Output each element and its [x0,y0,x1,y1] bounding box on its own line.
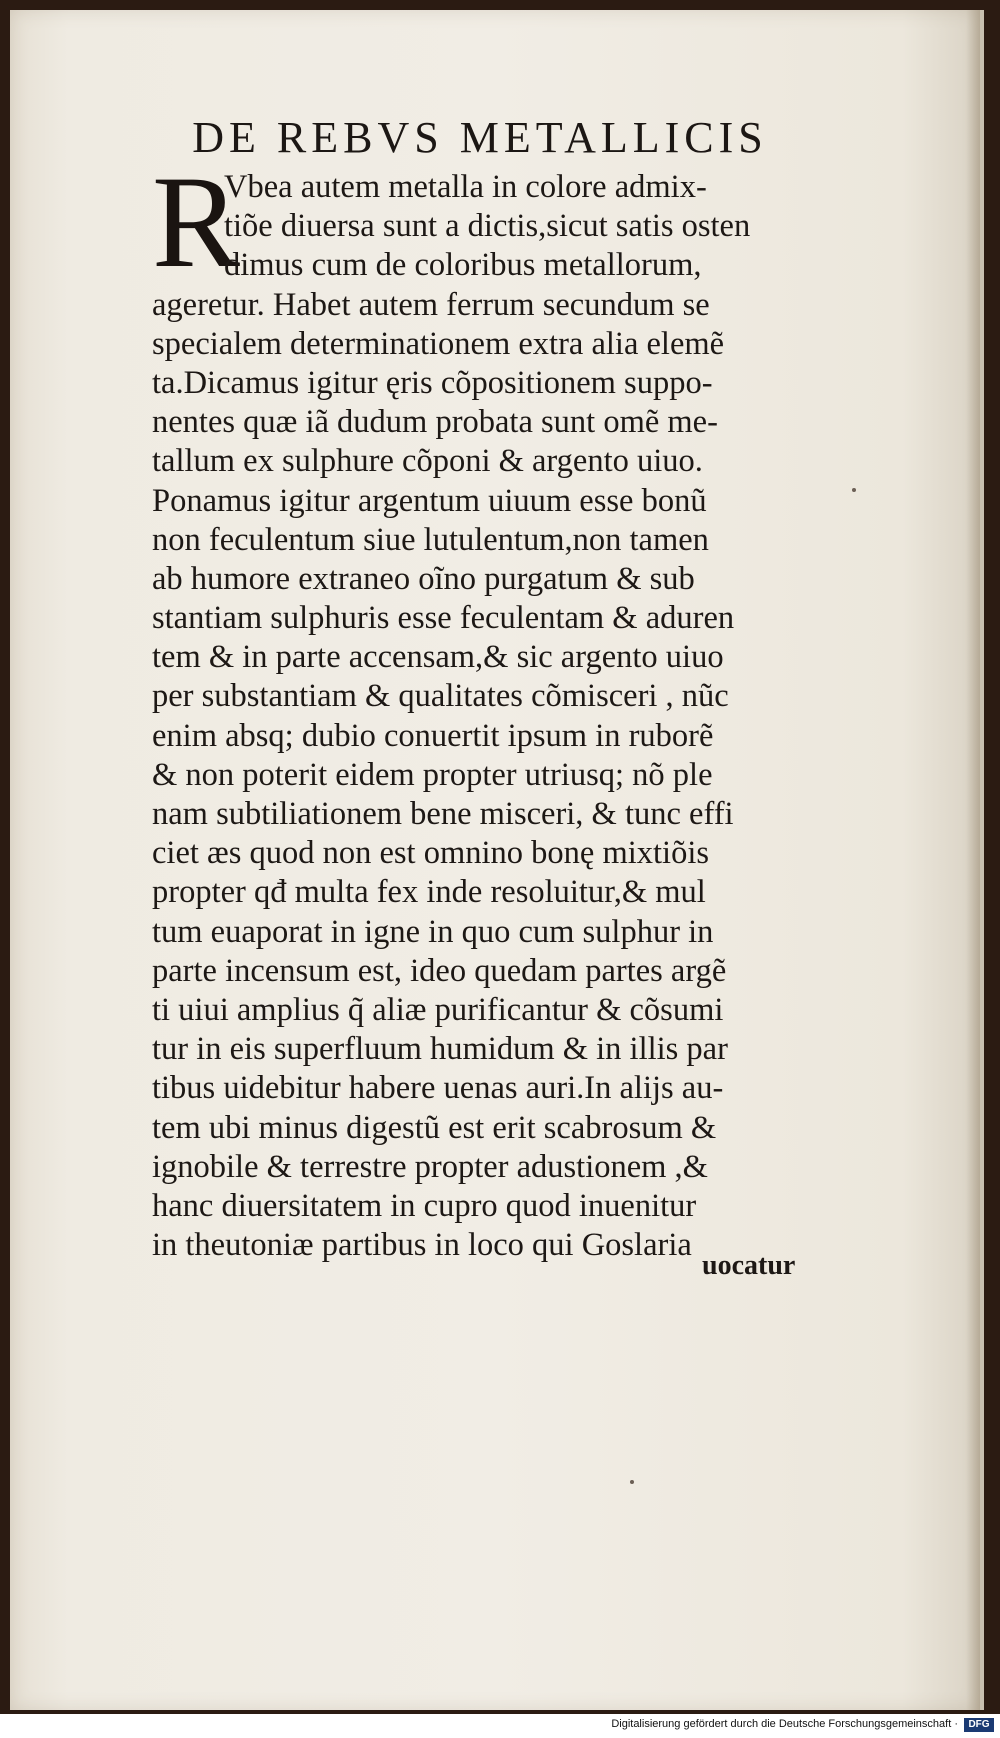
text-line: tur in eis superfluum humidum & in illis par [152,1031,728,1068]
text-line: enim absq; dubio conuertit ipsum in ruborẽ [152,717,714,754]
text-line: non feculentum siue lutulentum,non tamen [152,521,709,558]
page-edge-shadow [966,10,980,1710]
ink-speck [852,488,856,492]
text-line: tiõe diuersa sunt a dictis,sicut satis osten [224,208,751,245]
digitization-footer [0,1714,1000,1738]
text-line: per substantiam & qualitates cõmisceri , nũc [152,678,729,715]
text-line: nam subtiliationem bene misceri, & tunc effi [152,796,734,832]
text-line: nentes quæ iã dudum probata sunt omẽ me- [152,404,718,441]
text-line: tallum ex sulphure cõponi & argento uiuo. [152,443,703,480]
text-line: ti uiui amplius q̃ aliæ purificantur & cõsumi [152,991,724,1028]
catchword: uocatur [702,1250,796,1281]
text-line: stantiam sulphuris esse feculentam & aduren [152,600,735,637]
text-line: in theutoniæ partibus in loco qui Goslaria [152,1227,692,1264]
text-line: specialem determinationem extra alia elemẽ [152,325,725,362]
text-line: ciet æs quod non est omnino bonę mixtiõis [152,835,709,872]
text-line: Ponamus igitur argentum uiuum esse bonũ [152,482,707,519]
text-line: parte incensum est, ideo quedam partes argẽ [152,952,727,989]
text-line: hanc diuersitatem in cupro quod inuenitur [152,1187,697,1224]
ink-speck [630,1480,634,1484]
text-line: ignobile & terrestre propter adustionem ,& [152,1148,708,1185]
text-line: propter qđ multa fex inde resoluitur,& mul [152,874,706,911]
text-line: dimus cum de coloribus metallorum, [224,247,702,284]
text-line: tum euaporat in igne in quo cum sulphur in [152,913,714,950]
funding-credit: Digitalisierung gefördert durch die Deutsche Forschungsgemeinschaft · [611,1718,958,1730]
dfg-logo-icon: DFG [964,1718,994,1732]
text-line: ab humore extraneo oĩno purgatum & sub [152,560,695,597]
text-line: tibus uidebitur habere uenas auri.In alijs au- [152,1070,724,1107]
text-line: ta.Dicamus igitur ęris cõpositionem suppo- [152,364,713,401]
text-line: Vbea autem metalla in colore admix- [224,169,707,205]
text-line: & non poterit eidem propter utriusq; nõ ple [152,756,713,793]
body-text [152,148,912,1265]
book-page [10,10,984,1710]
drop-cap-initial: R [152,148,241,295]
text-line: ageretur. Habet autem ferrum secundum se [152,286,710,323]
running-head: DE REBVS METALLICIS [192,113,768,162]
text-line: tem ubi minus digestũ est erit scabrosum & [152,1109,717,1146]
text-line: tem & in parte accensam,& sic argento uiuo [152,639,724,676]
